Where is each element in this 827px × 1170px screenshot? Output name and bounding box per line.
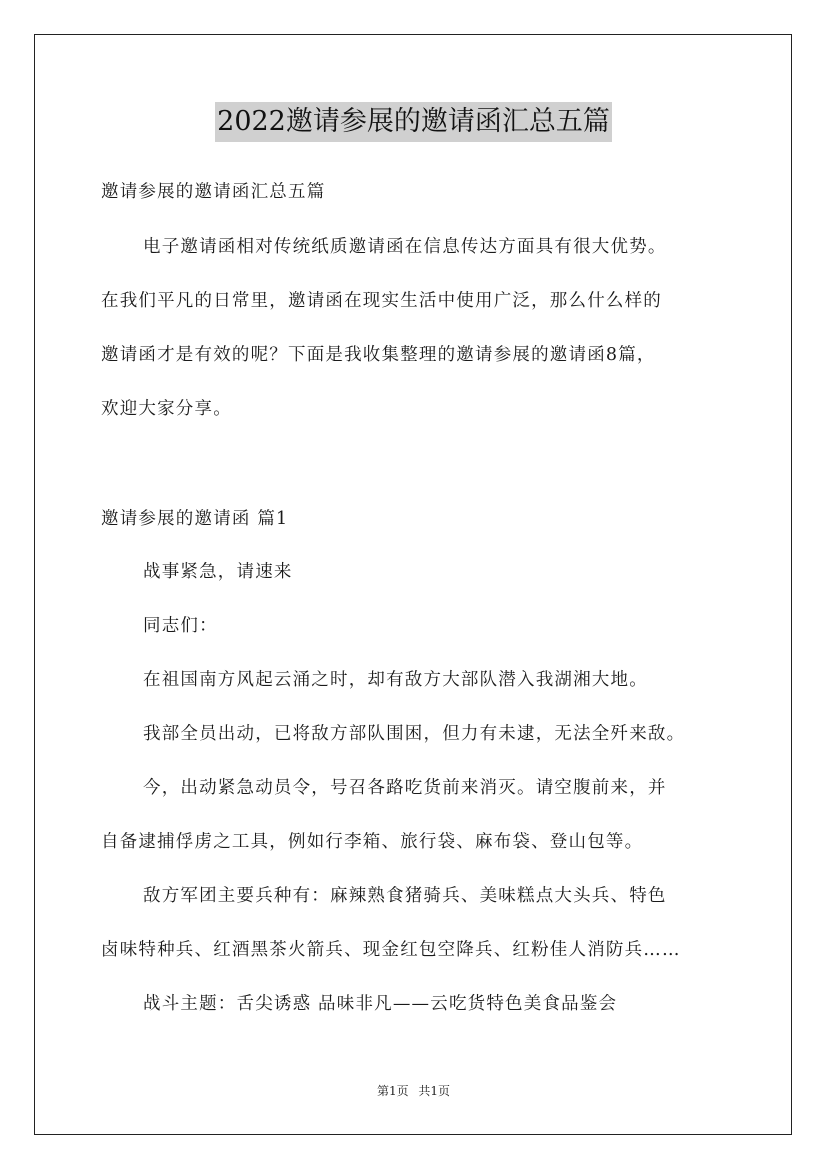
title-container: [0, 102, 827, 142]
intro-line-2: 在我们平凡的日常里，邀请函在现实生活中使用广泛，那么什么样的: [101, 291, 662, 311]
body-line-1: 战事紧急，请速来: [143, 562, 293, 582]
body-line-9: 战斗主题：舌尖诱惑 品味非凡——云吃货特色美食品鉴会: [143, 994, 618, 1014]
subtitle: 邀请参展的邀请函汇总五篇: [101, 182, 326, 202]
page-total: 共1页: [418, 1084, 451, 1098]
body-line-5: 今，出动紧急动员令，号召各路吃货前来消灭。请空腹前来，并: [143, 778, 667, 798]
intro-line-3: 邀请函才是有效的呢？下面是我收集整理的邀请参展的邀请函8篇，: [101, 345, 656, 365]
body-line-4: 我部全员出动，已将敌方部队围困，但力有未逮，无法全歼来敌。: [143, 724, 686, 744]
body-line-6: 自备逮捕俘虏之工具，例如行李箱、旅行袋、麻布袋、登山包等。: [101, 832, 644, 852]
intro-line-1: 电子邀请函相对传统纸质邀请函在信息传达方面具有很大优势。: [143, 237, 667, 257]
document-title: 2022邀请参展的邀请函汇总五篇: [215, 102, 612, 142]
body-line-2: 同志们：: [143, 616, 218, 636]
page-number: 第1页: [376, 1084, 409, 1098]
page-footer: [0, 1082, 827, 1099]
body-line-3: 在祖国南方风起云涌之时，却有敌方大部队潜入我湖湘大地。: [143, 670, 648, 690]
intro-line-4: 欢迎大家分享。: [101, 399, 232, 419]
body-line-7: 敌方军团主要兵种有：麻辣熟食猪骑兵、美味糕点大头兵、特色: [143, 886, 667, 906]
body-line-8: 卤味特种兵、红酒黑茶火箭兵、现金红包空降兵、红粉佳人消防兵……: [101, 940, 681, 960]
section-heading: 邀请参展的邀请函 篇1: [101, 509, 289, 529]
